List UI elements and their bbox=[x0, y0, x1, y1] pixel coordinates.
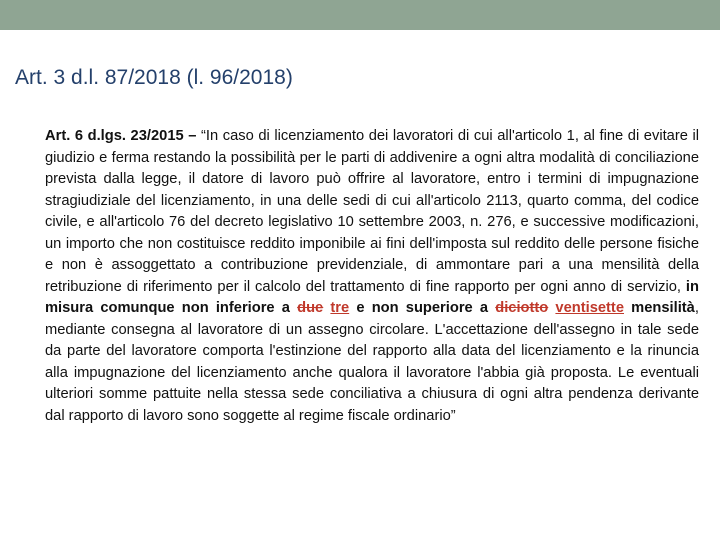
mensilita-word: mensilità bbox=[631, 300, 695, 316]
new-minimum-value: tre bbox=[330, 300, 350, 316]
slide-title: Art. 3 d.l. 87/2018 (l. 96/2018) bbox=[15, 66, 293, 89]
article-reference: Art. 6 d.lgs. 23/2015 – bbox=[45, 128, 197, 144]
new-maximum-value: ventisette bbox=[555, 300, 624, 316]
article-quote-paragraph bbox=[45, 126, 699, 427]
deleted-maximum-value: diciotto bbox=[495, 300, 549, 316]
quote-text-part-2: , mediante consegna al lavoratore di un assegno circolare. L'accettazione dell'assegno in tale sede da parte del lavoratore comporta l'estinzione del rapporto alla data del licenziamento e la rinuncia alla impugnazione del licenziamento anche qualora il lavoratore l'abbia già proposta. Le eventuali ulteriori somme pattuite nella stessa sede conciliativa a chiusura di ogni altra pendenza derivante dal rapporto di lavoro sono soggette al regime fiscale ordinario” bbox=[45, 300, 699, 424]
minimum-clause: in misura comunque non inferiore a bbox=[45, 278, 699, 316]
slide-top-bar bbox=[0, 0, 720, 30]
maximum-clause: e non superiore a bbox=[356, 300, 489, 316]
deleted-minimum-value: due bbox=[297, 300, 324, 316]
quote-text-part-1: “In caso di licenziamento dei lavoratori di cui all'articolo 1, al fine di evitare il giudizio e ferma restando la possibilità per le parti di addivenire a ogni altra modalità di conciliazione prevista dalla legge, il datore di lavoro può offrire al lavoratore, entro i termini di impugnazione stragiudiziale del licenziamento, in una delle sedi di cui all'articolo 2113, quarto comma, del codice civile, e all'articolo 76 del decreto legislativo 10 settembre 2003, n. 276, e successive modificazioni, un importo che non costituisce reddito imponibile ai fini dell'imposta sul reddito delle persone fisiche e non è assoggettato a contribuzione previdenziale, di ammontare pari a una mensilità della retribuzione di riferimento per il calcolo del trattamento di fine rapporto per ogni anno di servizio, bbox=[45, 128, 699, 295]
